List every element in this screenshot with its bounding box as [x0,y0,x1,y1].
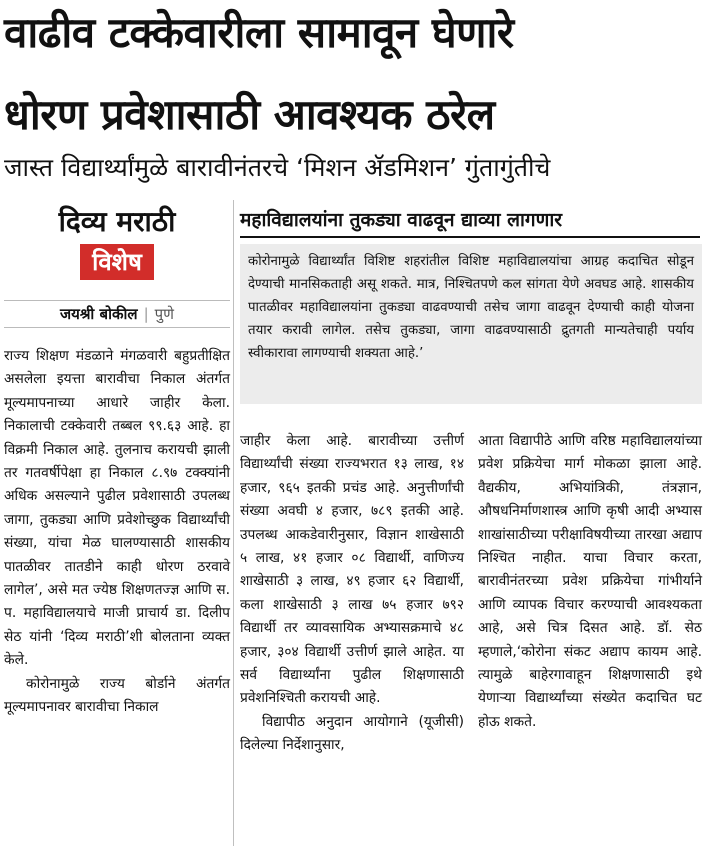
column-2-paragraph-2: विद्यापीठ अनुदान आयोगाने (यूजीसी) दिलेल्या निर्देशानुसार, [240,713,464,754]
column-1-paragraph-2: कोरोनामुळे राज्य बोर्डाने अंतर्गत मूल्यमापनावर बारावीचा निकाल [4,675,230,716]
headline-line-1: वाढीव टक्केवारीला सामावून घेणारे [4,8,514,57]
column-1-paragraph-1: राज्य शिक्षण मंडळाने मंगळवारी बहुप्रतीक्षित असलेला इयत्ता बारावीचा निकाल अंतर्गत मूल्यमापनाच्या आधारे जाहीर केला. निकालाची टक्केवारी तब्बल ९९.६३ आहे. हा विक्रमी निकाल आहे. तुलनाच करायची झाली तर गतवर्षीपेक्षा हा निकाल ८.९७ टक्क्यांनी अधिक असल्याने पुढील प्रवेशासाठी उपलब्ध जागा, तुकड्या आणि प्रवेशोच्छुक विद्यार्थ्यांची संख्या, यांचा मेळ घालण्यासाठी शासकीय पातळीवर तातडीने काही धोरण ठरवावे लागेल’, असे मत ज्येष्ठ शिक्षणतज्ज्ञ आणि स. प. महाविद्यालयाचे माजी प्राचार्य डा. दिलीप सेठ यांनी ‘दिव्य मराठी’शी बोलताना व्यक्त केले. [4,348,230,669]
subheadline: जास्त विद्यार्थ्यांमुळे बारावीनंतरचे ‘मिशन ॲडमिशन’ गुंतागुंतीचे [4,153,551,182]
article-column-3 [478,430,702,734]
highlight-box-text: कोरोनामुळे विद्यार्थ्यांत विशिष्ट शहरांतील विशिष्ट महाविद्यालयांचा आग्रह कदाचित सोडून देण्याची मानसिकताही असू शकते. मात्र, निश्चितपणे कल सांगता येणे अवघड आहे. शासकीय पातळीवर महाविद्यालयांना तुकड्या वाढवण्याची तसेच जागा वाढवून देण्याची काही योजना तयार करावी लागेल. तसेच तुकड्या, जागा वाढवण्यासाठी द्रुतगती मान्यतेचाही पर्याय स्वीकारावा लागण्याची शक्यता आहे.’ [240,244,702,404]
brand-title: दिव्य मराठी [58,205,176,238]
headline-line-2: धोरण प्रवेशासाठी आवश्यक ठरेल [4,90,495,139]
brand-logo [4,198,230,294]
byline-separator: | [143,305,149,323]
byline [4,300,230,328]
article-column-1 [4,345,230,720]
article-column-2 [240,430,464,758]
byline-author: जयश्री बोकील [59,305,138,323]
highlight-box-title: महाविद्यालयांना तुकड्या वाढवून द्याव्या लागणार [240,204,700,238]
column-3-paragraph-1: आता विद्यापीठे आणि वरिष्ठ महाविद्यालयांच्या प्रवेश प्रक्रियेचा मार्ग मोकळा झाला आहे. वैद्यकीय, अभियांत्रिकी, तंत्रज्ञान, औषधनिर्माणशास्त्र आणि कृषी आदी अभ्यास शाखांसाठीच्या परीक्षाविषयीच्या तारखा अद्याप निश्चित नाहीत. याचा विचार करता, बारावीनंतरच्या प्रवेश प्रक्रियेचा गांभीर्याने आणि व्यापक विचार करण्याची आवश्यकता आहे, असे चित्र दिसत आहे. डॉ. सेठ म्हणाले,‘कोरोना संकट अद्याप कायम आहे. त्यामुळे बाहेरगावाहून शिक्षणासाठी इथे येणाऱ्या विद्यार्थ्यांच्या संख्येत कदाचित घट होऊ शकते. [478,433,702,730]
byline-place: पुणे [154,305,175,323]
column-divider [233,200,234,846]
brand-tag: विशेष [80,244,154,280]
column-2-paragraph-1: जाहीर केला आहे. बारावीच्या उत्तीर्ण विद्यार्थ्यांची संख्या राज्यभरात १३ लाख, १४ हजार, ९६५ इतकी प्रचंड आहे. अनुत्तीर्णांची संख्या अवघी ४ हजार, ७८९ इतकी आहे. उपलब्ध आकडेवारीनुसार, विज्ञान शाखेसाठी ५ लाख, ४१ हजार ०८ विद्यार्थी, वाणिज्य शाखेसाठी ३ लाख, ४९ हजार ६२ विद्यार्थी, कला शाखेसाठी ३ लाख ७५ हजार ७९२ विद्यार्थी तर व्यावसायिक अभ्यासक्रमाचे ४८ हजार, ३०४ विद्यार्थी उत्तीर्ण झाले आहेत. या सर्व विद्यार्थ्यांना पुढील शिक्षणासाठी प्रवेशनिश्चिती करायची आहे. [240,433,464,707]
